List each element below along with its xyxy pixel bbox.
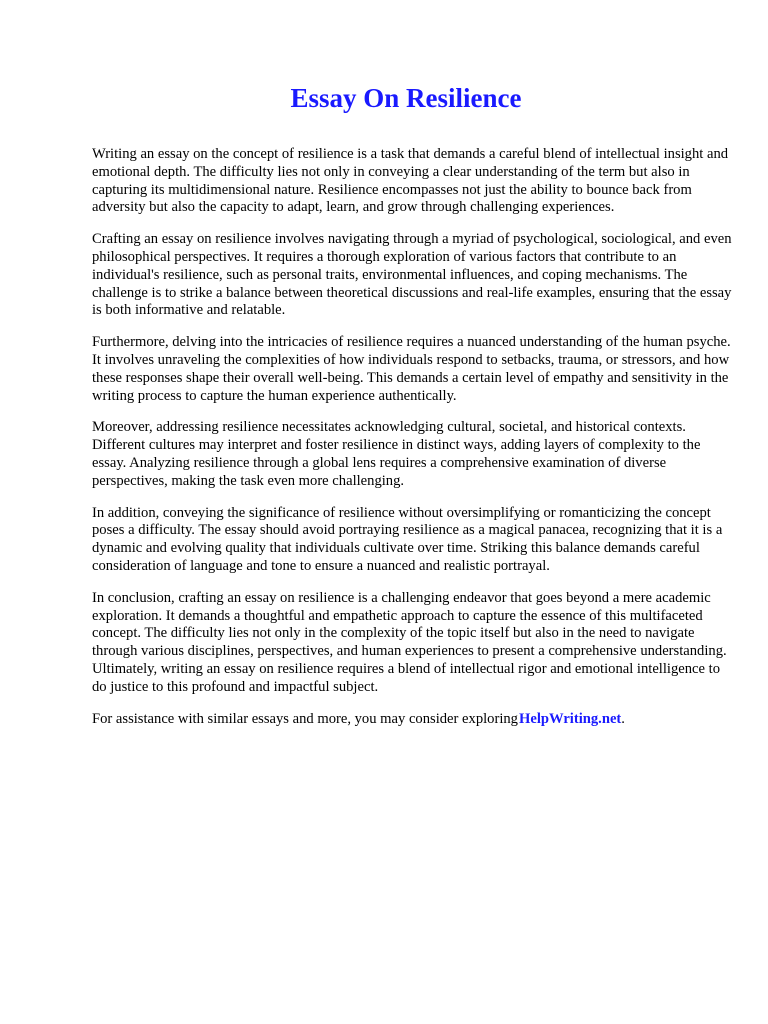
footer-text: For assistance with similar essays and more, you may consider exploring (92, 710, 518, 727)
paragraph-4: Moreover, addressing resilience necessitates acknowledging cultural, societal, and historical contexts. Different cultures may interpret and foster resilience in distinct ways, adding layers of complexity to the essay. Analyzing resilience through a global lens requires a comprehensive examination of diverse perspectives, making the task even more challenging. (92, 419, 701, 489)
paragraph-3: Furthermore, delving into the intricacies of resilience requires a nuanced understanding of the human psyche. It involves unraveling the complexities of how individuals respond to setbacks, trauma, or stressors, and how these responses shape their overall well-being. This demands a certain level of empathy and sensitivity in the writing process to capture the human experience authentically. (92, 334, 731, 404)
paragraph-6: In conclusion, crafting an essay on resilience is a challenging endeavor that goes beyond a mere academic exploration. It demands a thoughtful and empathetic approach to capture the essence of this multifaceted concept. The difficulty lies not only in the complexity of the topic itself but also in the need to navigate through various disciplines, perspectives, and human experiences to present a comprehensive understanding. Ultimately, writing an essay on resilience requires a blend of intellectual rigor and emotional intelligence to do justice to this profound and impactful subject. (92, 589, 727, 695)
paragraph-1: Writing an essay on the concept of resilience is a task that demands a careful blend of intellectual insight and emotional depth. The difficulty lies not only in conveying a clear understanding of the term but also in capturing its multidimensional nature. Resilience encompasses not just the ability to bounce back from adversity but also the capacity to adapt, learn, and grow through challenging experiences. (92, 146, 729, 216)
helpwriting-link[interactable]: HelpWriting.net (518, 710, 622, 727)
page-title: Essay On Resilience (290, 83, 522, 113)
paragraph-2: Crafting an essay on resilience involves navigating through a myriad of psychological, sociological, and even philosophical perspectives. It requires a thorough exploration of various factors that contribute to an individual's resilience, such as personal traits, environmental influences, and coping mechanisms. The challenge is to strike a balance between theoretical discussions and real-life examples, ensuring that the essay is both informative and relatable. (92, 231, 732, 319)
footer-line (92, 711, 732, 729)
paragraph-5: In addition, conveying the significance of resilience without oversimplifying or romanticizing the concept poses a difficulty. The essay should avoid portraying resilience as a magical panacea, recognizing that it is a dynamic and evolving quality that individuals cultivate over time. Striking this balance demands careful consideration of language and tone to ensure a nuanced and realistic portrayal. (92, 504, 723, 574)
essay-body (92, 146, 732, 742)
footer-suffix: . (621, 710, 625, 727)
